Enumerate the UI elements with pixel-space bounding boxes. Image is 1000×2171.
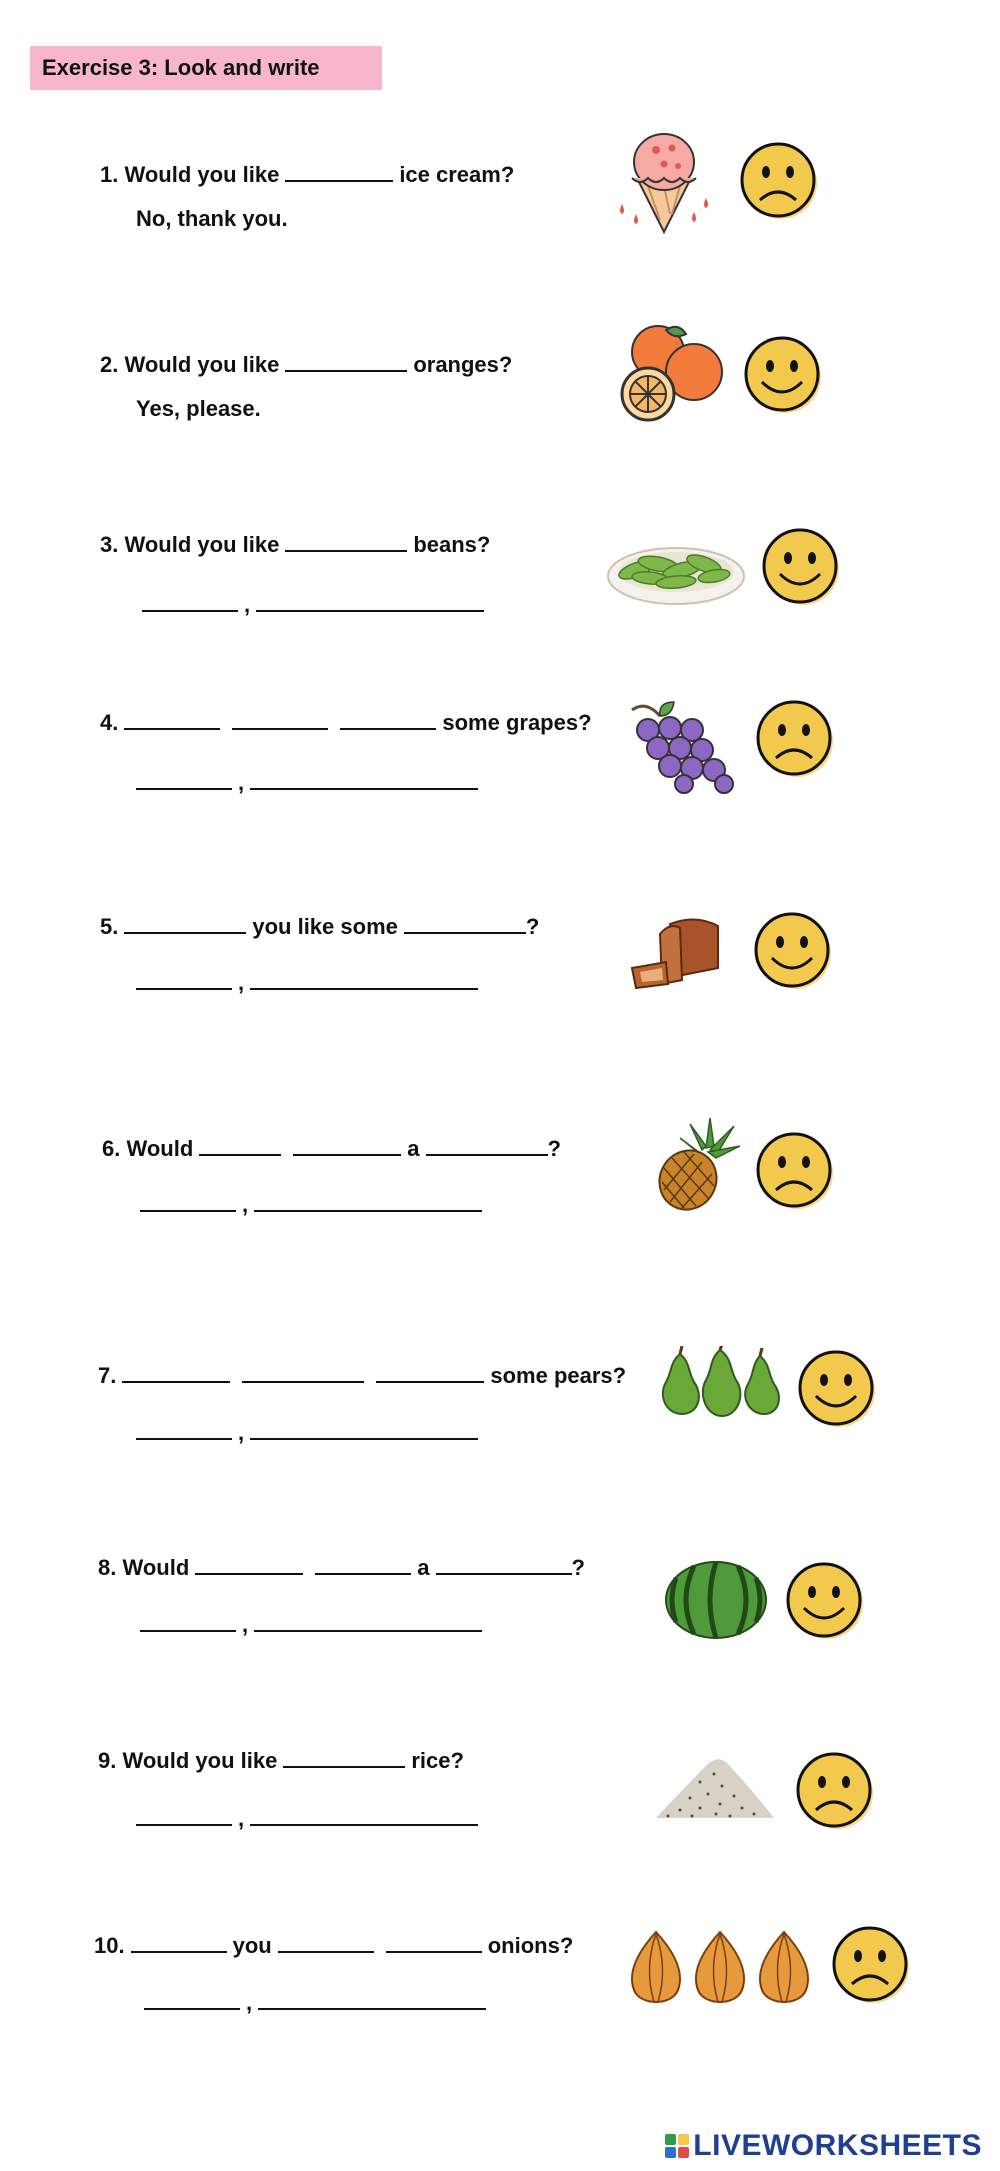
answer-blank[interactable] — [144, 2008, 240, 2010]
question-6 — [102, 1136, 561, 1162]
answer-blank[interactable] — [136, 1438, 232, 1440]
question-number: 2. — [100, 352, 119, 377]
sad-face-icon — [754, 1130, 836, 1212]
answer-blank[interactable] — [195, 1573, 303, 1575]
oranges-icon — [618, 322, 726, 426]
question-2 — [100, 352, 512, 378]
sad-face-icon — [830, 1924, 912, 2006]
answer-blank[interactable] — [258, 2008, 486, 2010]
question-text: you like some — [252, 914, 398, 939]
exercise-title-text: Exercise 3: Look and write — [42, 55, 320, 80]
question-number: 10. — [94, 1933, 125, 1958]
sad-face-icon — [754, 698, 836, 780]
answer-blank[interactable] — [136, 988, 232, 990]
answer-blank[interactable] — [122, 1381, 230, 1383]
question-text: Would you like — [124, 532, 280, 557]
comma: , — [244, 592, 251, 617]
answer-line-1 — [136, 206, 288, 232]
answer-blank[interactable] — [254, 1210, 482, 1212]
answer-blank[interactable] — [242, 1381, 364, 1383]
question-7 — [98, 1363, 626, 1389]
answer-blank[interactable] — [131, 1951, 227, 1953]
answer-blank[interactable] — [386, 1951, 482, 1953]
comma: , — [242, 1612, 249, 1637]
question-text: onions? — [487, 1933, 574, 1958]
answer-blank[interactable] — [250, 1438, 478, 1440]
answer-line-10 — [138, 1990, 492, 2016]
question-text: ice cream? — [399, 162, 515, 187]
answer-line-5 — [130, 970, 484, 996]
answer-blank[interactable] — [293, 1154, 401, 1156]
bread-icon — [630, 914, 730, 992]
question-1 — [100, 162, 514, 188]
answer-blank[interactable] — [140, 1630, 236, 1632]
answer-blank[interactable] — [315, 1573, 411, 1575]
question-text: some grapes? — [442, 710, 592, 735]
answer-blank[interactable] — [136, 1824, 232, 1826]
grapes-icon — [626, 700, 740, 794]
answer-blank[interactable] — [232, 728, 328, 730]
pears-icon — [656, 1346, 786, 1420]
happy-face-icon — [796, 1348, 878, 1430]
question-10 — [94, 1933, 573, 1959]
question-text: oranges? — [413, 352, 513, 377]
question-number: 5. — [100, 914, 119, 939]
logo-icon — [665, 2134, 689, 2158]
question-text: beans? — [413, 532, 491, 557]
question-text: ? — [571, 1555, 585, 1580]
question-text: a — [417, 1555, 430, 1580]
question-number: 8. — [98, 1555, 117, 1580]
question-text: rice? — [411, 1748, 464, 1773]
comma: , — [238, 1420, 245, 1445]
answer-blank[interactable] — [436, 1573, 572, 1575]
answer-blank[interactable] — [250, 788, 478, 790]
sad-face-icon — [794, 1750, 876, 1832]
answer-line-7 — [130, 1420, 484, 1446]
question-5 — [100, 914, 539, 940]
answer-blank[interactable] — [142, 610, 238, 612]
answer-blank[interactable] — [250, 1824, 478, 1826]
question-text: ? — [547, 1136, 561, 1161]
question-text: some pears? — [490, 1363, 627, 1388]
answer-blank[interactable] — [256, 610, 484, 612]
answer-blank[interactable] — [136, 788, 232, 790]
question-8 — [98, 1555, 585, 1581]
answer-blank[interactable] — [278, 1951, 374, 1953]
comma: , — [246, 1990, 253, 2015]
watermelon-icon — [664, 1560, 768, 1640]
question-4 — [100, 710, 592, 736]
answer-blank[interactable] — [285, 550, 407, 552]
answer-blank[interactable] — [199, 1154, 281, 1156]
comma: , — [242, 1192, 249, 1217]
question-text: you — [232, 1933, 272, 1958]
exercise-title — [30, 46, 382, 90]
brand-name: LIVEWORKSHEETS — [693, 2129, 982, 2162]
pineapple-icon — [650, 1116, 742, 1212]
answer-line-2 — [136, 396, 261, 422]
comma: , — [238, 1806, 245, 1831]
question-9 — [98, 1748, 464, 1774]
answer-blank[interactable] — [283, 1766, 405, 1768]
answer-line-9 — [130, 1806, 484, 1832]
question-number: 9. — [98, 1748, 117, 1773]
question-text: ? — [525, 914, 540, 939]
question-number: 3. — [100, 532, 119, 557]
question-text: Would — [126, 1136, 194, 1161]
beans-icon — [606, 530, 746, 608]
answer-blank[interactable] — [140, 1210, 236, 1212]
happy-face-icon — [760, 526, 842, 608]
question-text: Would — [122, 1555, 190, 1580]
question-number: 4. — [100, 710, 119, 735]
answer-blank[interactable] — [285, 370, 407, 372]
answer-line-3 — [136, 592, 490, 618]
answer-blank[interactable] — [124, 728, 220, 730]
comma: , — [238, 770, 245, 795]
question-number: 6. — [102, 1136, 121, 1161]
liveworksheets-logo[interactable] — [665, 2129, 982, 2163]
onions-icon — [626, 1924, 816, 2010]
question-number: 1. — [100, 162, 119, 187]
happy-face-icon — [752, 910, 834, 992]
happy-face-icon — [784, 1560, 866, 1642]
answer-blank[interactable] — [426, 1154, 548, 1156]
comma: , — [238, 970, 245, 995]
rice-icon — [650, 1752, 780, 1826]
question-3 — [100, 532, 490, 558]
answer-line-4 — [130, 770, 484, 796]
question-text: Would you like — [122, 1748, 278, 1773]
sad-face-icon — [738, 140, 820, 222]
answer-blank[interactable] — [340, 728, 436, 730]
answer-blank[interactable] — [254, 1630, 482, 1632]
given-answer: Yes, please. — [136, 396, 261, 421]
question-number: 7. — [98, 1363, 117, 1388]
question-text: Would you like — [124, 162, 280, 187]
happy-face-icon — [742, 334, 824, 416]
given-answer: No, thank you. — [136, 206, 288, 231]
answer-blank[interactable] — [285, 180, 393, 182]
answer-line-8 — [134, 1612, 488, 1638]
question-text: a — [407, 1136, 420, 1161]
answer-blank[interactable] — [124, 932, 246, 934]
answer-blank[interactable] — [404, 932, 526, 934]
question-text: Would you like — [124, 352, 280, 377]
answer-blank[interactable] — [376, 1381, 484, 1383]
answer-blank[interactable] — [250, 988, 478, 990]
answer-line-6 — [134, 1192, 488, 1218]
ice-cream-icon — [614, 124, 714, 236]
